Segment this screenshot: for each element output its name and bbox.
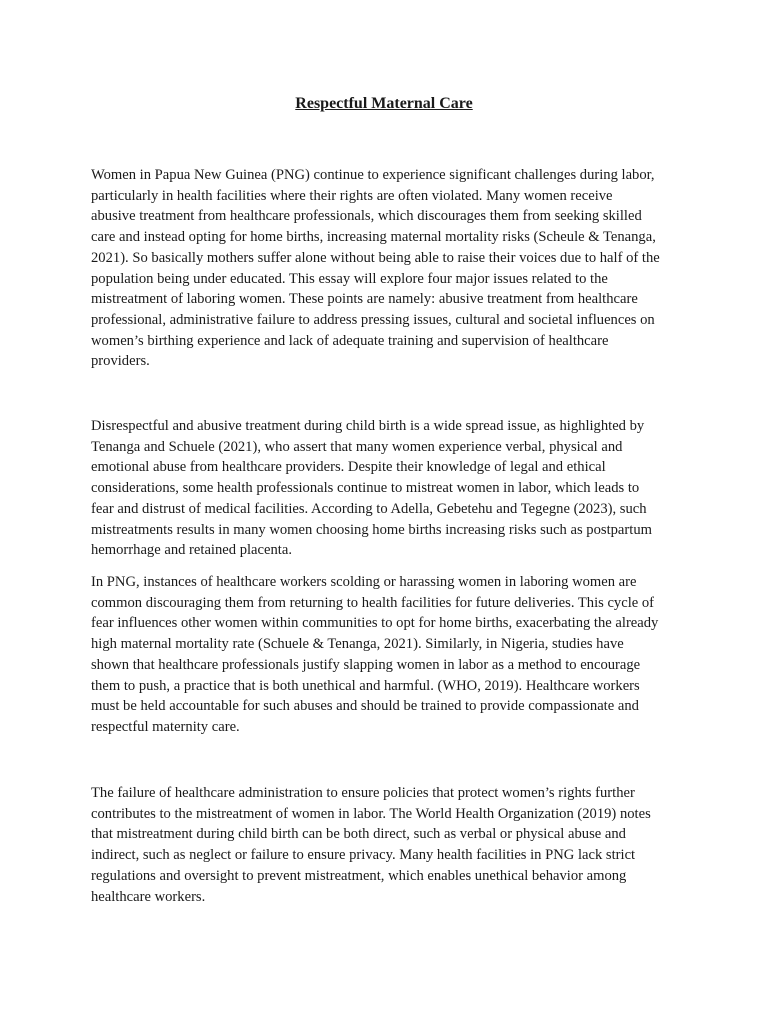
text-line: fear influences other women within communities to opt for home births, exacerbating the already	[91, 615, 659, 632]
text-line: professional, administrative failure to address pressing issues, cultural and societal influences on	[91, 311, 655, 328]
text-line: considerations, some health professionals continue to mistreat women in labor, which leads to	[91, 480, 640, 497]
text-line: shown that healthcare professionals justify slapping women in labor as a method to encourage	[91, 656, 641, 673]
text-line: that mistreatment during child birth can be both direct, such as verbal or physical abuse and	[91, 826, 626, 843]
paragraph-administration-failure	[91, 783, 681, 907]
text-line: contributes to the mistreatment of women in labor. The World Health Organization (2019) notes	[91, 805, 651, 822]
text-line: common discouraging them from returning to health facilities for future deliveries. This cycle of	[91, 594, 655, 611]
paragraph-png-instances	[91, 572, 681, 738]
text-line: population being under educated. This essay will explore four major issues related to the	[91, 270, 608, 287]
text-line: particularly in health facilities where their rights are often violated. Many women receive	[91, 187, 613, 204]
text-line: must be held accountable for such abuses and should be trained to provide compassionate and	[91, 698, 639, 715]
text-line: Women in Papua New Guinea (PNG) continue to experience significant challenges during labor,	[91, 167, 655, 183]
text-line: them to push, a practice that is both unethical and harmful. (WHO, 2019). Healthcare workers	[91, 677, 640, 694]
text-line: The failure of healthcare administration to ensure policies that protect women’s rights further	[91, 785, 635, 801]
document-title: Respectful Maternal Care	[295, 95, 473, 112]
text-line: high maternal mortality rate (Schuele & Tenanga, 2021). Similarly, in Nigeria, studies have	[91, 636, 624, 653]
text-line: care and instead opting for home births, increasing maternal mortality risks (Scheule & Tenanga,	[91, 229, 656, 246]
text-line: fear and distrust of medical facilities. According to Adella, Gebetehu and Tegegne (2023), such	[91, 500, 647, 517]
paragraph-abusive-treatment	[91, 416, 681, 561]
text-line: hemorrhage and retained placenta.	[91, 542, 292, 559]
text-line: Disrespectful and abusive treatment during child birth is a wide spread issue, as highlighted by	[91, 418, 645, 434]
text-line: Tenanga and Schuele (2021), who assert that many women experience verbal, physical and	[91, 438, 623, 455]
text-line: abusive treatment from healthcare professionals, which discourages them from seeking skilled	[91, 208, 642, 225]
text-line: mistreatments results in many women choosing home births increasing risks such as postpartum	[91, 521, 652, 538]
text-line: regulations and oversight to prevent mistreatment, which enables unethical behavior among	[91, 867, 627, 884]
text-line: women’s birthing experience and lack of adequate training and supervision of healthcare	[91, 332, 609, 349]
text-line: 2021). So basically mothers suffer alone without being able to raise their voices due to half of the	[91, 249, 660, 266]
text-line: respectful maternity care.	[91, 718, 240, 735]
text-line: In PNG, instances of healthcare workers scolding or harassing women in laboring women are	[91, 574, 637, 590]
text-line: indirect, such as neglect or failure to ensure privacy. Many health facilities in PNG lack strict	[91, 847, 636, 864]
text-line: mistreatment of laboring women. These points are namely: abusive treatment from healthcare	[91, 291, 638, 308]
paragraph-introduction	[91, 165, 681, 372]
text-line: providers.	[91, 353, 150, 370]
text-line: emotional abuse from healthcare providers. Despite their knowledge of legal and ethical	[91, 459, 606, 476]
text-line: healthcare workers.	[91, 888, 206, 905]
